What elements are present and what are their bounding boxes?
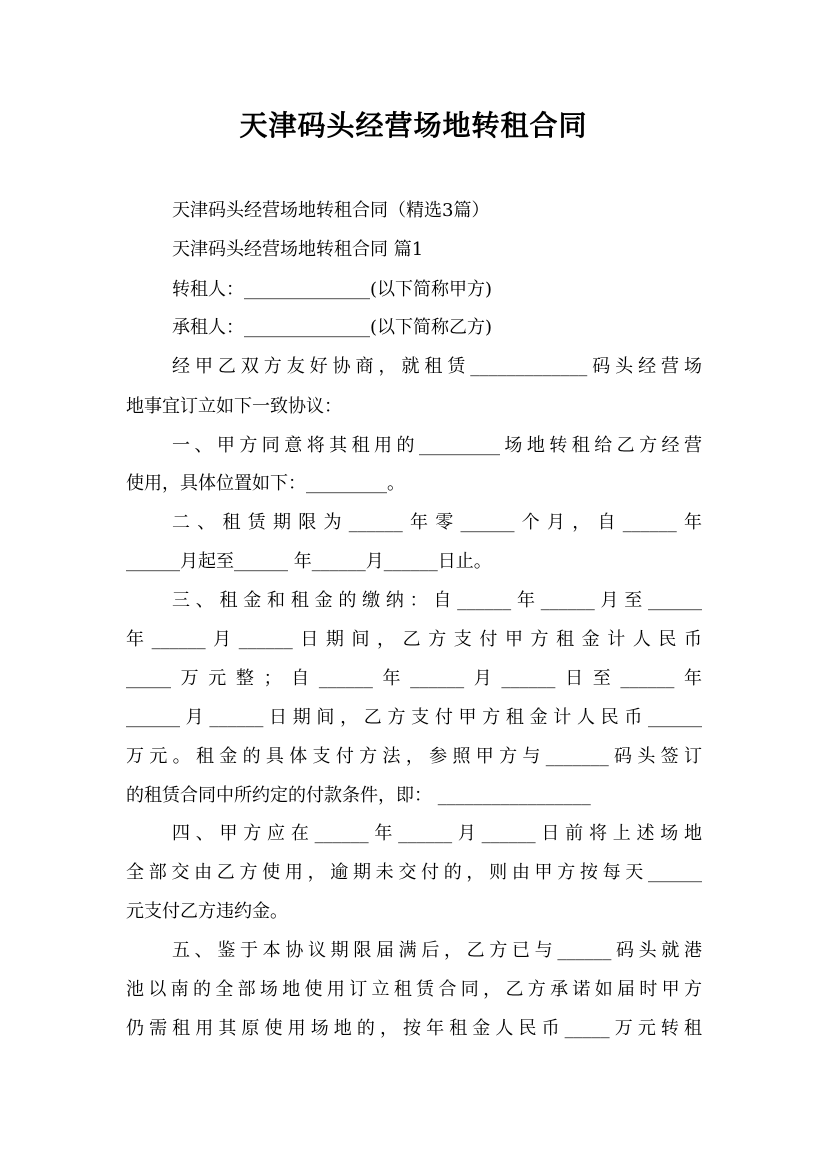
paragraph-line: 四、甲方应在______年______月______日前将上述场地 <box>172 823 702 844</box>
section-heading: 天津码头经营场地转租合同 篇1 <box>172 239 424 260</box>
paragraph-line: 万元。租金的具体支付方法，参照甲方与_______码头签订 <box>126 746 702 767</box>
document-title: 天津码头经营场地转租合同 <box>239 109 588 142</box>
paragraph-line: 池以南的全部场地使用订立租赁合同，乙方承诺如届时甲方 <box>126 979 702 1000</box>
paragraph-line: 元支付乙方违约金。 <box>126 901 288 922</box>
subtitle-line: 天津码头经营场地转租合同（精选3篇） <box>172 200 490 221</box>
paragraph-line: ______月______日期间，乙方支付甲方租金计人民币______ <box>126 707 702 728</box>
paragraph-line: 二、租赁期限为______年零______个月，自______年 <box>172 512 702 533</box>
paragraph-line: 仍需租用其原使用场地的，按年租金人民币_____万元转租 <box>126 1018 702 1039</box>
paragraph-line: 一、甲方同意将其租用的_________场地转租给乙方经营 <box>172 435 702 456</box>
paragraph-line: 全部交由乙方使用，逾期未交付的，则由甲方按每天______ <box>126 862 702 883</box>
paragraph-line: ______月起至______ 年______月______日止。 <box>126 551 492 572</box>
paragraph-line: 的租赁合同中所约定的付款条件，即： _________________ <box>126 785 591 806</box>
paragraph-line: 经甲乙双方友好协商，就租赁_____________码头经营场 <box>172 356 702 377</box>
paragraph-line: _____万元整；自______年______月______日至______年 <box>126 668 702 689</box>
paragraph-line: 地事宜订立如下一致协议： <box>126 396 342 417</box>
party-a-line: 转租人：______________(以下简称甲方) <box>172 279 493 300</box>
paragraph-line: 五、鉴于本协议期限届满后，乙方已与______码头就港 <box>172 940 702 961</box>
paragraph-line: 年______月______日期间，乙方支付甲方租金计人民币 <box>126 629 702 650</box>
paragraph-line: 三、租金和租金的缴纳：自______年______月至______ <box>172 590 702 611</box>
paragraph-line: 使用，具体位置如下：_________。 <box>126 473 405 494</box>
party-b-line: 承租人：______________(以下简称乙方) <box>172 317 493 338</box>
